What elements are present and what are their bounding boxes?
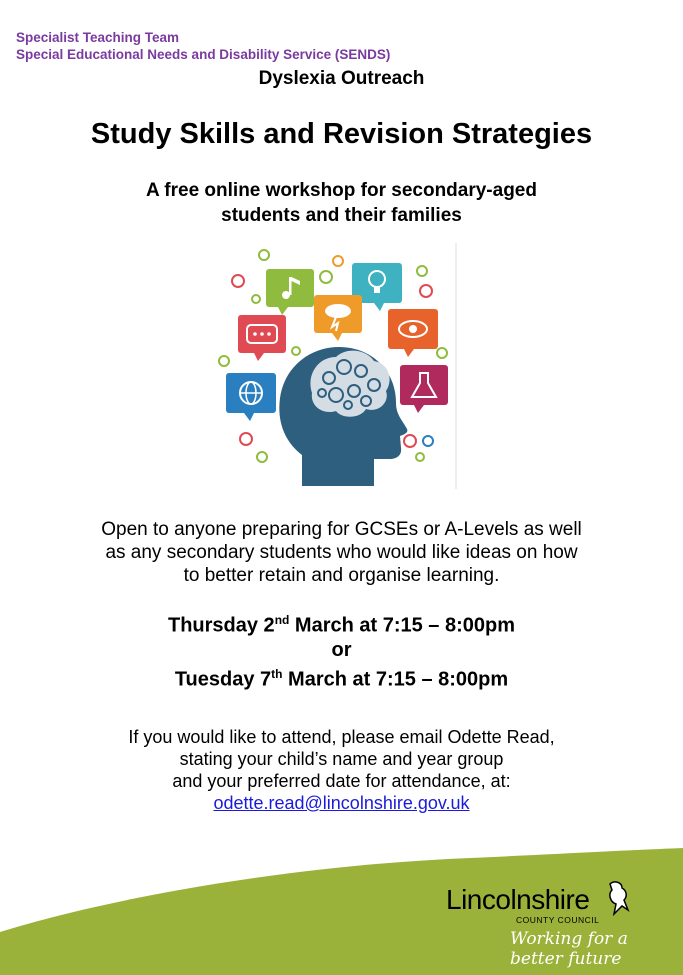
music-bubble-icon [266,269,314,315]
contact-line2: stating your child’s name and year group [179,749,504,769]
gear-icon [437,348,447,358]
gear-icon [257,452,267,462]
brain-head-illustration [214,243,460,489]
description [0,518,683,587]
globe-bubble-icon [226,373,276,421]
gear-icon [292,347,300,355]
gear-icon [416,453,424,461]
chat-bubble-icon [238,315,286,361]
description-line2: as any secondary students who would like ideas on how [105,542,578,563]
logo-tagline: Working for a better future [510,929,628,969]
lincolnshire-logo [446,884,666,969]
contact-line3: and your preferred date for attendance, at: [172,771,511,791]
flask-bubble-icon [400,365,448,413]
gear-icon [333,256,343,266]
logo-sub: COUNTY COUNCIL [516,915,600,925]
gear-icon [252,295,260,303]
gear-icon [219,356,229,366]
date-second: Tuesday 7th March at 7:15 – 8:00pm [174,666,509,691]
contact-line1: If you would like to attend, please email Odette Read, [128,727,555,747]
gear-icon [240,433,252,445]
gear-icon [259,250,269,260]
header-team: Specialist Teaching Team [16,30,180,45]
gear-icon [232,275,244,287]
date-first: Thursday 2nd March at 7:15 – 8:00pm [167,613,516,637]
contact-info [0,726,683,814]
page-title: Study Skills and Revision Strategies [90,118,593,150]
date-or: or [331,638,352,661]
cloud-bubble-icon [314,295,362,341]
eye-bubble-icon [388,309,438,357]
gear-icon [404,435,416,447]
subtitle: Dyslexia Outreach [258,68,425,89]
tagline-line1: A free online workshop for secondary-aged [146,180,537,201]
description-line1: Open to anyone preparing for GCSEs or A-Levels as well [101,519,582,540]
session-dates [0,608,683,691]
imp-icon [604,880,632,916]
tagline [0,178,683,228]
gear-icon [423,436,433,446]
gear-icon [320,271,332,283]
gear-icon [420,285,432,297]
email-link[interactable]: odette.read@lincolnshire.gov.uk [213,793,470,813]
description-line3: to better retain and organise learning. [183,565,500,586]
logo-name: Lincolnshire [446,884,590,915]
tagline-line2: students and their families [221,205,462,226]
gear-icon [417,266,427,276]
header-service: Special Educational Needs and Disability Service (SENDS) [16,47,391,62]
